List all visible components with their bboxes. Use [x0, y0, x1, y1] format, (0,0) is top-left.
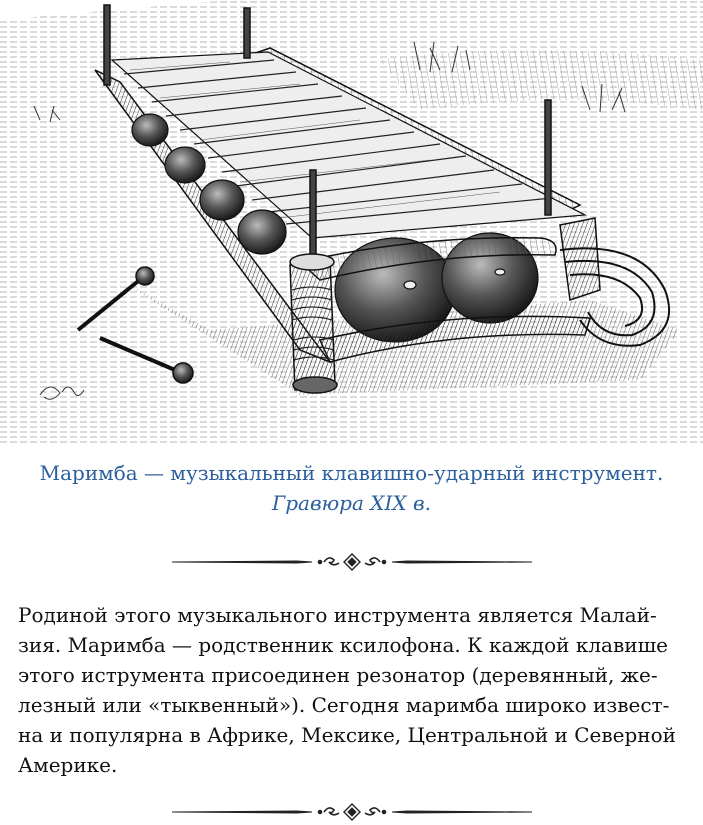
caption-line-2: Гравюра XIX в.: [271, 491, 432, 515]
body-line-5: на и популярна в Африке, Мексике, Центральной и Северной: [18, 723, 676, 747]
body-line-4: лезный или «тыквенный»). Сегодня маримба широко извест-: [18, 693, 670, 717]
ornament-icon: [172, 554, 532, 570]
ornamental-divider-top: [172, 552, 532, 572]
body-paragraph: [18, 600, 698, 780]
caption-line-1: Маримба — музыкальный клавишно-ударный инструмент.: [39, 461, 664, 485]
body-line-2: зия. Маримба — родственник ксилофона. К каждой клавише: [18, 633, 668, 657]
body-line-3: этого иструмента присоединен резонатор (деревянный, же-: [18, 663, 658, 687]
body-line-6: Америке.: [18, 753, 118, 777]
ornamental-divider-bottom: [172, 802, 532, 822]
illustration-caption: [0, 458, 703, 518]
ornament-icon: [172, 804, 532, 820]
body-line-1: Родиной этого музыкального инструмента является Малай-: [18, 603, 657, 627]
front-post: [290, 254, 337, 393]
